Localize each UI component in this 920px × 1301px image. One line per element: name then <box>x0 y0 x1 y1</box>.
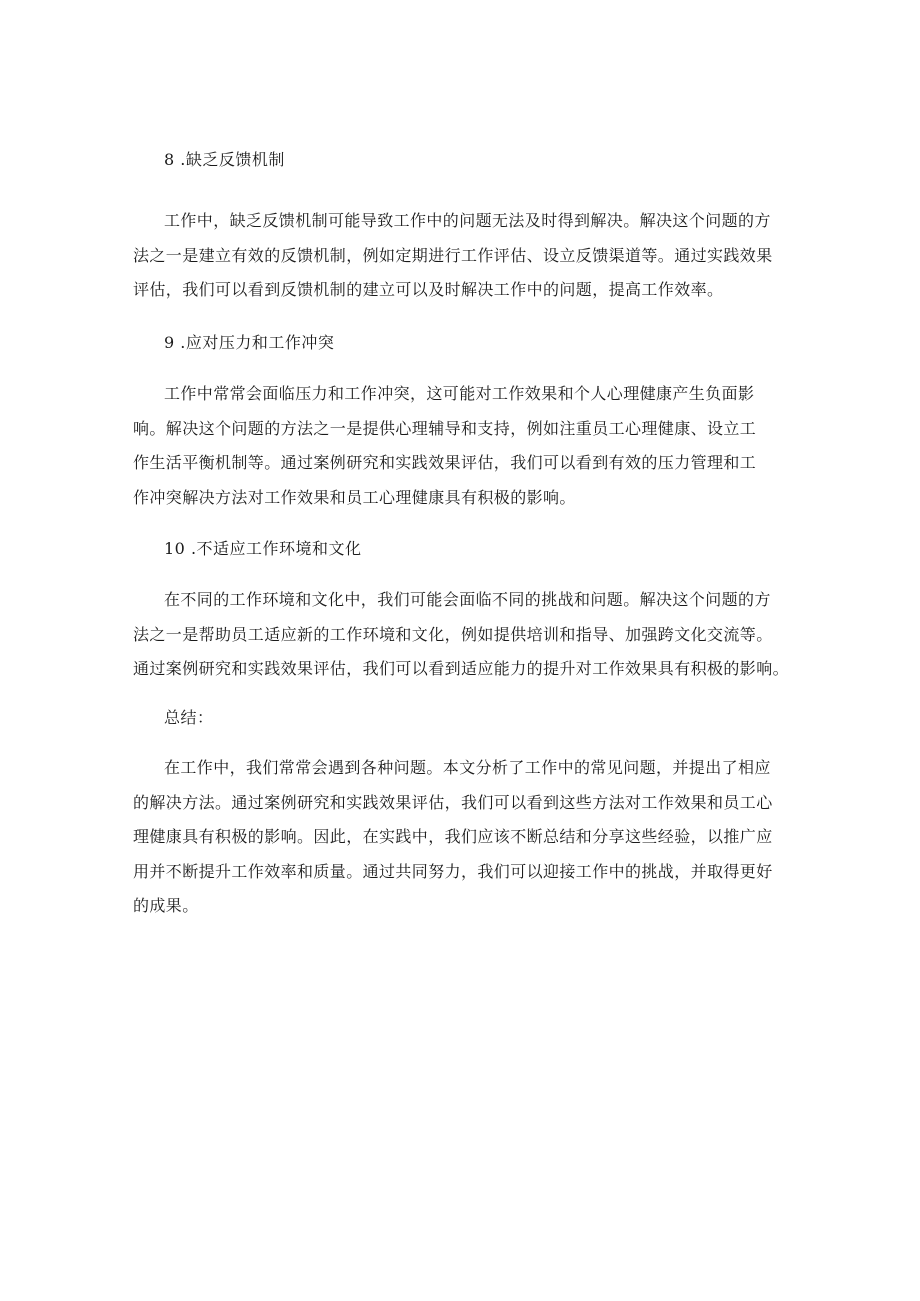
section-heading-10: 10 .不适应工作环境和文化 <box>164 539 362 558</box>
section-body-10 <box>133 583 793 687</box>
summary-heading: 总结： <box>164 708 214 727</box>
body-line: 法之一是建立有效的反馈机制，例如定期进行工作评估、设立反馈渠道等。通过实践效果 <box>133 245 773 265</box>
section-body-8 <box>133 204 793 308</box>
body-line: 用并不断提升工作效率和质量。通过共同努力，我们可以迎接工作中的挑战，并取得更好 <box>133 861 773 881</box>
body-line: 作冲突解决方法对工作效果和员工心理健康具有积极的影响。 <box>133 487 576 507</box>
body-line: 法之一是帮助员工适应新的工作环境和文化，例如提供培训和指导、加强跨文化交流等。 <box>133 624 773 644</box>
body-line: 通过案例研究和实践效果评估，我们可以看到适应能力的提升对工作效果具有积极的影响。 <box>133 659 790 678</box>
section-heading-8: 8 .缺乏反馈机制 <box>164 150 285 169</box>
body-line: 响。解决这个问题的方法之一是提供心理辅导和支持，例如注重员工心理健康、设立工 <box>133 418 757 438</box>
body-line: 评估，我们可以看到反馈机制的建立可以及时解决工作中的问题，提高工作效率。 <box>133 280 724 299</box>
section-body-9 <box>133 377 793 515</box>
body-line: 在工作中，我们常常会遇到各种问题。本文分析了工作中的常见问题，并提出了相应 <box>164 758 771 777</box>
body-line: 作生活平衡机制等。通过案例研究和实践效果评估，我们可以看到有效的压力管理和工 <box>133 453 757 472</box>
body-line: 在不同的工作环境和文化中，我们可能会面临不同的挑战和问题。解决这个问题的方 <box>164 590 771 609</box>
section-heading-9: 9 .应对压力和工作冲突 <box>164 333 335 352</box>
body-line: 的成果。 <box>133 896 199 915</box>
body-line: 的解决方法。通过案例研究和实践效果评估，我们可以看到这些方法对工作效果和员工心 <box>133 792 773 812</box>
body-line: 工作中，缺乏反馈机制可能导致工作中的问题无法及时得到解决。解决这个问题的方 <box>164 211 771 230</box>
body-line: 理健康具有积极的影响。因此，在实践中，我们应该不断总结和分享这些经验，以推广应 <box>133 827 773 846</box>
summary-body <box>133 751 793 924</box>
body-line: 工作中常常会面临压力和工作冲突，这可能对工作效果和个人心理健康产生负面影 <box>164 384 755 403</box>
